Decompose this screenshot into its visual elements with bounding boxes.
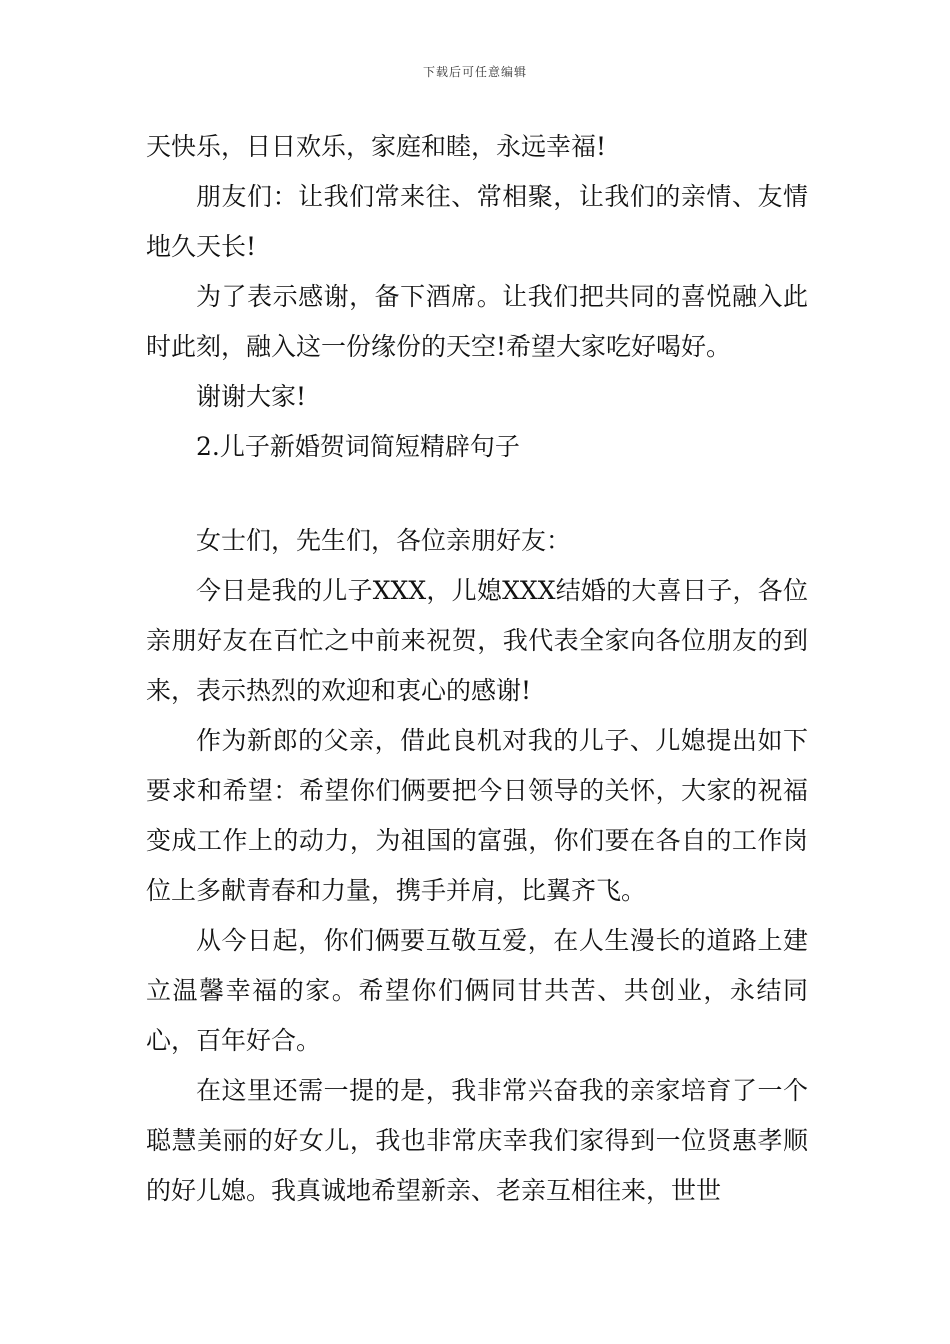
paragraph-banquet: 为了表示感谢，备下酒席。让我们把共同的喜悦融入此时此刻，融入这一份缘份的天空!希望大家吃好喝好。 xyxy=(146,282,808,361)
section-heading: 2.儿子新婚贺词简短精辟句子 xyxy=(196,432,520,461)
page-header-note: 下载后可任意编辑 xyxy=(422,65,527,79)
paragraph-father-wishes: 作为新郎的父亲，借此良机对我的儿子、儿媳提出如下要求和希望：希望你们俩要把今日领导的关怀，大家的祝福变成工作上的动力，为祖国的富强，你们要在各自的工作岗位上多献青春和力量，携手并肩，比翼齐飞。 xyxy=(146,726,808,905)
paragraph-friends: 朋友们：让我们常来往、常相聚，让我们的亲情、友情地久天长! xyxy=(146,182,808,261)
paragraph-continuation: 天快乐，日日欢乐，家庭和睦，永远幸福! xyxy=(146,132,607,161)
section-spacer xyxy=(146,472,808,516)
paragraph-in-laws: 在这里还需一提的是，我非常兴奋我的亲家培育了一个聪慧美丽的好女儿，我也非常庆幸我们家得到一位贤惠孝顺的好儿媳。我真诚地希望新亲、老亲互相往来，世世 xyxy=(146,1076,808,1205)
paragraph-mutual-respect: 从今日起，你们俩要互敬互爱，在人生漫长的道路上建立温馨幸福的家。希望你们俩同甘共苦、共创业，永结同心，百年好合。 xyxy=(146,926,808,1055)
document-body xyxy=(146,122,808,1216)
paragraph-greeting: 女士们，先生们，各位亲朋好友： xyxy=(196,526,572,555)
paragraph-thanks: 谢谢大家! xyxy=(196,382,307,411)
paragraph-wedding-day: 今日是我的儿子XXX，儿媳XXX结婚的大喜日子，各位亲朋好友在百忙之中前来祝贺，我代表全家向各位朋友的到来，表示热烈的欢迎和衷心的感谢! xyxy=(146,576,808,705)
